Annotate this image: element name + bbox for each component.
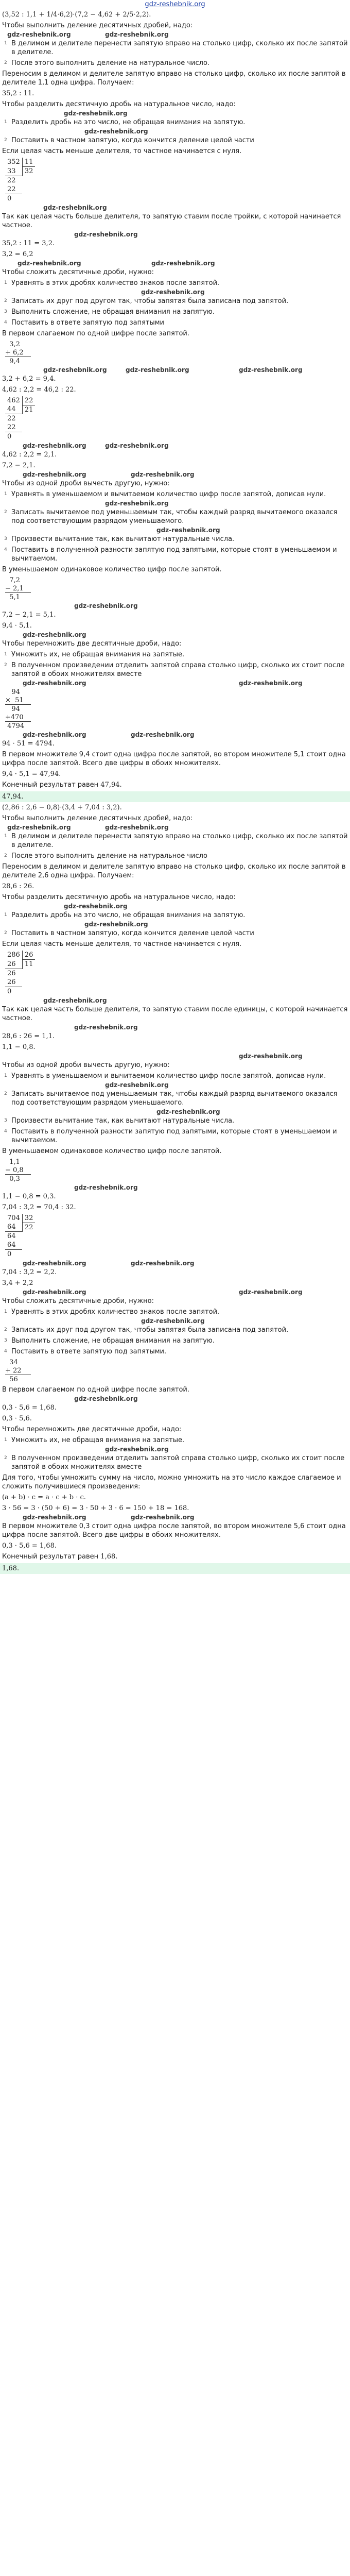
watermark: gdz-reshebnik.org <box>126 366 189 374</box>
b2-step: 3 Выполнить сложение, не обращая внимания на запятую. <box>4 1337 215 1345</box>
watermark-row <box>2 442 348 449</box>
b2-step-text: Уравнять в этих дробях количество знаков после запятой. <box>11 1308 220 1316</box>
watermark-row <box>2 471 348 478</box>
div-cell: 0 <box>7 1250 12 1258</box>
s3-step-text: Произвести вычитание так, как вычитают натуральные числа. <box>11 535 235 543</box>
s2-step-text: Уравнять в этих дробях количество знаков после запятой. <box>11 279 220 287</box>
calc-line: 56 <box>5 1376 18 1383</box>
b-res2: 1,1 − 0,8 = 0,3. <box>2 1192 56 1200</box>
b-step: 1 Уравнять в уменьшаемом и вычитаемом количество цифр после запятой, дописав нули. <box>4 1072 326 1080</box>
s4-step: 2 В полученном произведении отделить запятой справа столько цифр, сколько их стоит после запятой в обоих множителях вместе <box>4 662 345 678</box>
s1-intro2: Чтобы разделить десятичную дробь на натуральное число, надо: <box>2 100 236 108</box>
s1-step-text: После этого выполнить деление на натуральное число. <box>11 59 210 67</box>
div-cell: 32 <box>22 167 35 176</box>
part-b <box>0 802 350 1574</box>
b-step: 4 Поставить в полученной разности запятую под запятыми, которые стоят в уменьшаемом и вычитаемом. <box>4 1127 337 1144</box>
b2-step-text: Умножить их, не обращая внимания на запятые. <box>11 1436 185 1444</box>
watermark: gdz-reshebnik.org <box>43 996 107 1004</box>
watermark-row <box>2 231 348 238</box>
s3-step: 3 Произвести вычитание так, как вычитают натуральные числа. <box>4 535 235 543</box>
div-cell: 32 <box>22 1214 35 1223</box>
watermark-row <box>2 1395 348 1402</box>
final-label: Конечный результат равен <box>2 781 99 789</box>
watermark: gdz-reshebnik.org <box>151 259 215 267</box>
b-intro: Чтобы выполнить деление десятичных дробей, надо: <box>2 815 193 822</box>
s1-long-division <box>5 158 35 203</box>
site-link[interactable]: gdz-reshebnik.org <box>145 1 205 8</box>
b2-intro2: Чтобы перемножить две десятичные дроби, надо: <box>2 1426 182 1433</box>
div-cell: 21 <box>22 405 35 414</box>
watermark: gdz-reshebnik.org <box>239 366 303 374</box>
b-eq: 28,6 : 26. <box>2 883 34 890</box>
b2-res: 0,3 · 5,6 = 1,68. <box>2 1404 57 1412</box>
calc-line: 1,1 <box>5 1158 20 1166</box>
b2-note3: В первом множителе 0,3 стоит одна цифра после запятой, во втором множителе 5,6 стоит одна цифра после запятой. Всего две цифры в обоих множителях. <box>2 1522 346 1539</box>
watermark-row <box>2 1260 348 1267</box>
s3-step: 1 Уравнять в уменьшаемом и вычитаемом количество цифр после запятой, дописав нули. <box>4 490 326 498</box>
div-cell: 286 <box>7 951 20 959</box>
watermark: gdz-reshebnik.org <box>239 1052 303 1060</box>
calc-line: 34 <box>5 1359 18 1366</box>
expression-b: (2,86 : 2,6 − 0,8)·(3,4 + 7,04 : 3,2). <box>2 804 122 811</box>
expression-a: (3,52 : 1,1 + 1/4·6,2)·(7,2 − 4,62 + 2/5·2,2). <box>2 11 151 19</box>
watermark: gdz-reshebnik.org <box>105 824 169 831</box>
s4-res2: 9,4 · 5,1 = 47,94. <box>2 770 61 778</box>
s1-step-text: Разделить дробь на это число, не обращая внимания на запятую. <box>11 118 246 126</box>
calc-line: 0,3 <box>5 1175 20 1183</box>
watermark-row <box>2 527 348 534</box>
calc-line: 94 <box>5 705 20 713</box>
b-step: 2 После этого выполнить деление на натуральное число <box>4 852 207 860</box>
s2-eq2: 4,62 : 2,2 = 46,2 : 22. <box>2 385 76 394</box>
s3-step-text: Записать вычитаемое под уменьшаемым так, чтобы каждый разряд вычитаемого оказался под соответствующим разрядом уменьшаемого. <box>11 509 338 525</box>
s2-step-text: Поставить в ответе запятую под запятыми <box>11 318 164 327</box>
final-result-a <box>2 779 348 790</box>
div-cell: 44 <box>5 405 22 414</box>
s1-move: Переносим в делимом и делителе запятую вправо на столько цифр, сколько их после запятой в делителе 1,1 одна цифра. Получаем: <box>2 70 346 87</box>
b-step-text: Поставить в полученной разности запятую под запятыми, которые стоят в уменьшаемом и вычитаемом. <box>11 1127 337 1144</box>
calc-line: 3,2 <box>5 340 20 348</box>
div-cell: 26 <box>7 969 16 977</box>
watermark-row <box>2 366 348 374</box>
watermark: gdz-reshebnik.org <box>23 631 86 638</box>
watermark-row <box>2 1081 348 1089</box>
calc-line: − 2,1 <box>5 584 31 593</box>
s3-step-text: Уравнять в уменьшаемом и вычитаемом количество цифр после запятой, дописав нули. <box>11 490 326 498</box>
watermark: gdz-reshebnik.org <box>23 471 86 478</box>
watermark-row <box>2 128 348 135</box>
b-eq2: 1,1 − 0,8. <box>2 1043 36 1051</box>
watermark: gdz-reshebnik.org <box>105 1081 169 1089</box>
watermark: gdz-reshebnik.org <box>105 500 169 507</box>
watermark: gdz-reshebnik.org <box>239 1289 303 1296</box>
b-note: Если целая часть меньше делителя, то частное начинается с нуля. <box>2 940 242 948</box>
div-cell: 22 <box>5 185 22 194</box>
part-a <box>0 9 350 802</box>
b2-step: 1 Уравнять в этих дробях количество знаков после запятой. <box>4 1308 220 1316</box>
b-move: Переносим в делимом и делителе запятую вправо на столько цифр, сколько их после запятой в делителе 2,6 одна цифра. Получаем: <box>2 863 346 879</box>
watermark: gdz-reshebnik.org <box>7 31 71 38</box>
watermark-row <box>2 731 348 738</box>
b2-intro: Чтобы сложить десятичные дроби, нужно: <box>2 1297 154 1305</box>
s4-res: 94 · 51 = 4794. <box>2 740 55 748</box>
watermark-row <box>2 997 348 1004</box>
b-res: 28,6 : 26 = 1,1. <box>2 1032 55 1040</box>
watermark: gdz-reshebnik.org <box>7 824 71 831</box>
watermark-row <box>2 1053 348 1060</box>
s2-step: 4 Поставить в ответе запятую под запятыми <box>4 318 164 327</box>
div-cell: 26 <box>22 951 35 960</box>
div-cell: 704 <box>7 1214 20 1222</box>
calc-line: 5,1 <box>5 594 20 601</box>
b-eq3: 7,04 : 3,2 = 70,4 : 32. <box>2 1203 76 1211</box>
watermark: gdz-reshebnik.org <box>64 903 128 910</box>
watermark: gdz-reshebnik.org <box>141 288 205 296</box>
watermark: gdz-reshebnik.org <box>156 1108 220 1115</box>
watermark: gdz-reshebnik.org <box>74 1183 138 1191</box>
watermark-row <box>2 631 348 638</box>
b2-eq: 0,3 · 5,6. <box>2 1415 32 1422</box>
s2-step: 3 Выполнить сложение, не обращая внимания на запятую. <box>4 308 215 316</box>
watermark: gdz-reshebnik.org <box>18 259 81 267</box>
s1-note: Если целая часть меньше делителя, то частное начинается с нуля. <box>2 147 242 155</box>
watermark: gdz-reshebnik.org <box>131 1514 195 1521</box>
div-cell: 352 <box>7 158 20 166</box>
b2-step: 1 Умножить их, не обращая внимания на запятые. <box>4 1436 185 1444</box>
watermark-row <box>2 110 348 117</box>
watermark-row <box>2 204 348 211</box>
s3-eq2: 9,4 · 5,1. <box>2 622 32 630</box>
b-intro3: Чтобы из одной дроби вычесть другую, нужно: <box>2 1061 170 1069</box>
calc-line: +470 <box>5 713 31 722</box>
calc-line: 7,2 <box>5 577 20 584</box>
s1-step: 2 После этого выполнить деление на натуральное число. <box>4 59 210 67</box>
b-step: 2 Записать вычитаемое под уменьшаемым так, чтобы каждый разряд вычитаемого оказался под соответствующим разрядом уменьшаемого. <box>4 1090 338 1107</box>
s2-res: 3,2 + 6,2 = 9,4. <box>2 375 56 383</box>
watermark: gdz-reshebnik.org <box>141 1317 205 1325</box>
div-cell: 22 <box>7 176 16 184</box>
watermark: gdz-reshebnik.org <box>23 1514 86 1521</box>
watermark-row <box>2 260 348 267</box>
div-cell: 64 <box>5 1223 22 1232</box>
s3-step: 4 Поставить в полученной разности запятую под запятыми, которые стоят в уменьшаемом и вычитаемом. <box>4 546 337 563</box>
div-cell: 0 <box>7 987 12 995</box>
final-inline: 47,94. <box>100 781 122 789</box>
b-long-division-2 <box>5 1214 35 1259</box>
s2-eq3: 7,2 − 2,1. <box>2 462 36 469</box>
watermark: gdz-reshebnik.org <box>84 128 148 135</box>
watermark: gdz-reshebnik.org <box>23 680 86 687</box>
final-label: Конечный результат равен <box>2 1553 99 1561</box>
watermark-row <box>2 602 348 609</box>
b-long-division <box>5 951 35 996</box>
watermark: gdz-reshebnik.org <box>84 921 148 928</box>
final-result-b <box>2 1551 348 1562</box>
watermark-row <box>2 824 348 831</box>
watermark: gdz-reshebnik.org <box>105 442 169 449</box>
watermark-row <box>2 1317 348 1325</box>
watermark: gdz-reshebnik.org <box>105 31 169 38</box>
watermark: gdz-reshebnik.org <box>156 527 220 534</box>
s2-long-division <box>5 396 35 442</box>
b-note2: Так как целая часть больше делителя, то запятую ставим после единицы, с которой начинается частное. <box>2 1005 348 1022</box>
s1-intro: Чтобы выполнить деление десятичных дробей, надо: <box>2 22 193 29</box>
watermark: gdz-reshebnik.org <box>23 1260 86 1267</box>
b2-step: 2 В полученном произведении отделить запятой справа столько цифр, сколько их стоит после запятой в обоих множителях вместе <box>4 1454 345 1471</box>
watermark: gdz-reshebnik.org <box>105 1446 169 1453</box>
watermark-row <box>2 1184 348 1191</box>
watermark: gdz-reshebnik.org <box>23 442 86 449</box>
b2-step: 4 Поставить в ответе запятую под запятыми. <box>4 1348 167 1355</box>
watermark: gdz-reshebnik.org <box>23 1289 86 1296</box>
b-step-text: Поставить в частном запятую, когда кончится деление целой части <box>11 929 254 937</box>
s4-step: 1 Умножить их, не обращая внимания на запятые. <box>4 651 185 658</box>
b-eq4: 3,4 + 2,2 <box>2 1279 33 1287</box>
s2-step: 1 Уравнять в этих дробях количество знаков после запятой. <box>4 279 220 287</box>
s1-step: 2 Поставить в частном запятую, когда кончится деление целой части <box>4 137 254 144</box>
div-cell: 22 <box>22 1223 35 1232</box>
s1-mul: 3,2 = 6,2 <box>2 250 33 258</box>
s3-step: 2 Записать вычитаемое под уменьшаемым так, чтобы каждый разряд вычитаемого оказался под соответствующим разрядом уменьшаемого. <box>4 509 338 525</box>
s1-note2: Так как целая часть больше делителя, то запятую ставим после тройки, с которой начинается частное. <box>2 212 341 229</box>
watermark: gdz-reshebnik.org <box>74 1395 138 1402</box>
final-inline: 1,68. <box>100 1553 118 1561</box>
s3-note: В уменьшаемом одинаковое количество цифр после запятой. <box>2 566 222 573</box>
calc-line: + 6,2 <box>5 348 31 357</box>
s4-step-text: Умножить их, не обращая внимания на запятые. <box>11 651 185 658</box>
s1-step-text: Поставить в частном запятую, когда кончится деление целой части <box>11 137 254 144</box>
watermark-row <box>2 1514 348 1521</box>
watermark-row <box>2 1108 348 1115</box>
div-cell: 0 <box>7 433 12 440</box>
s2-res2: 4,62 : 2,2 = 2,1. <box>2 451 57 459</box>
b-res3: 7,04 : 3,2 = 2,2. <box>2 1268 57 1276</box>
s4-column-multiplication <box>2 688 348 730</box>
div-cell: 462 <box>7 396 20 404</box>
b-step-text: Разделить дробь на это число, не обращая внимания на запятую. <box>11 911 246 919</box>
s1-step: 1 Разделить дробь на это число, не обращая внимания на запятую. <box>4 118 246 126</box>
b-column-subtraction <box>2 1158 348 1183</box>
watermark-row <box>2 31 348 38</box>
div-cell: 22 <box>22 396 35 405</box>
div-cell: 11 <box>22 960 35 969</box>
b-step-text: Записать вычитаемое под уменьшаемым так, чтобы каждый разряд вычитаемого оказался под соответствующим разрядом уменьшаемого. <box>11 1090 338 1107</box>
b-intro2: Чтобы разделить десятичную дробь на натуральное число, надо: <box>2 893 236 901</box>
s2-intro: Чтобы сложить десятичные дроби, нужно: <box>2 268 154 276</box>
div-cell: 64 <box>5 1241 22 1250</box>
b2-note2: Для того, чтобы умножить сумму на число, можно умножить на это число каждое слагаемое и сложить получившиеся произведения: <box>2 1474 341 1490</box>
final-answer-a: 47,94. <box>0 791 350 802</box>
b2-law: (a + b) · c = a · c + b · c. <box>2 1494 86 1501</box>
watermark-row <box>2 289 348 296</box>
b2-calc2: 3 · 56 = 3 · (50 + 6) = 3 · 50 + 3 · 6 = 150 + 18 = 168. <box>2 1504 189 1512</box>
s1-eq: 35,2 : 11. <box>2 90 34 97</box>
b-step: 3 Произвести вычитание так, как вычитают натуральные числа. <box>4 1116 235 1125</box>
s2-step-text: Записать их друг под другом так, чтобы запятая была записана под запятой. <box>11 297 289 305</box>
div-cell: 0 <box>7 194 12 202</box>
watermark: gdz-reshebnik.org <box>239 680 303 687</box>
s3-intro: Чтобы из одной дроби вычесть другую, нужно: <box>2 480 170 487</box>
calc-line: + 22 <box>5 1366 31 1375</box>
div-cell: 22 <box>5 423 22 432</box>
watermark: gdz-reshebnik.org <box>23 731 86 738</box>
s2-column-addition <box>2 340 348 365</box>
b-step-text: Уравнять в уменьшаемом и вычитаемом количество цифр после запятой, дописав нули. <box>11 1072 326 1080</box>
b2-step-text: В полученном произведении отделить запятой справа столько цифр, сколько их стоит после запятой в обоих множителях вместе <box>11 1454 345 1471</box>
div-cell: 22 <box>7 415 16 422</box>
b-note3: В уменьшаемом одинаковое количество цифр после запятой. <box>2 1147 222 1155</box>
watermark-row <box>2 903 348 910</box>
div-cell: 26 <box>5 978 22 987</box>
b-step: 2 Поставить в частном запятую, когда кончится деление целой части <box>4 929 254 937</box>
s3-column-subtraction <box>2 576 348 601</box>
s1-res: 35,2 : 11 = 3,2. <box>2 239 55 247</box>
s4-step-text: В полученном произведении отделить запятой справа столько цифр, сколько их стоит после запятой в обоих множителях вместе <box>11 662 345 678</box>
watermark-row <box>2 500 348 507</box>
final-answer-b: 1,68. <box>0 1563 350 1574</box>
watermark-row <box>2 1446 348 1453</box>
watermark: gdz-reshebnik.org <box>74 602 138 609</box>
b2-res2: 0,3 · 5,6 = 1,68. <box>2 1542 57 1550</box>
watermark: gdz-reshebnik.org <box>74 1023 138 1031</box>
s3-res: 7,2 − 2,1 = 5,1. <box>2 611 56 619</box>
b2-note: В первом слагаемом по одной цифре после запятой. <box>2 1386 189 1394</box>
b-step-text: Произвести вычитание так, как вычитают натуральные числа. <box>11 1116 235 1125</box>
watermark-row <box>2 1024 348 1031</box>
s2-step-text: Выполнить сложение, не обращая внимания на запятую. <box>11 308 215 316</box>
calc-line: 94 <box>5 688 20 696</box>
watermark: gdz-reshebnik.org <box>131 731 195 738</box>
div-cell: 64 <box>7 1232 16 1240</box>
calc-line: × 51 <box>5 696 31 705</box>
watermark: gdz-reshebnik.org <box>131 471 195 478</box>
s1-step-text: В делимом и делителе перенести запятую вправо на столько цифр, сколько их после запятой в делителе. <box>11 40 348 56</box>
s4-note: В первом множителе 9,4 стоит одна цифра после запятой, во втором множителе 5,1 стоит одна цифра после запятой. Всего две цифры в обоих множителях. <box>2 751 346 767</box>
watermark: gdz-reshebnik.org <box>64 110 128 117</box>
div-cell: 11 <box>22 158 35 167</box>
b-step: 1 В делимом и делителе перенести запятую вправо на столько цифр, сколько их после запятой в делителе. <box>4 833 348 849</box>
calc-line: 4794 <box>5 722 25 730</box>
b2-step-text: Выполнить сложение, не обращая внимания на запятую. <box>11 1337 215 1345</box>
div-cell: 33 <box>5 167 22 176</box>
b2-column-addition <box>2 1358 348 1383</box>
b-step-text: После этого выполнить деление на натуральное число <box>11 852 207 860</box>
b-step-text: В делимом и делителе перенести запятую вправо на столько цифр, сколько их после запятой в делителе. <box>11 833 348 849</box>
watermark: gdz-reshebnik.org <box>43 204 107 211</box>
s2-note: В первом слагаемом по одной цифре после запятой. <box>2 329 189 337</box>
s3-step-text: Поставить в полученной разности запятую под запятыми, которые стоят в уменьшаемом и вычитаемом. <box>11 546 337 563</box>
s2-step: 2 Записать их друг под другом так, чтобы запятая была записана под запятой. <box>4 297 289 305</box>
b2-step-text: Записать их друг под другом так, чтобы запятая была записана под запятой. <box>11 1326 289 1334</box>
watermark-row <box>2 680 348 687</box>
b2-step-text: Поставить в ответе запятую под запятыми. <box>11 1348 167 1355</box>
watermark: gdz-reshebnik.org <box>131 1260 195 1267</box>
b-step: 1 Разделить дробь на это число, не обращая внимания на запятую. <box>4 911 246 919</box>
calc-line: − 0,8 <box>5 1166 31 1175</box>
b2-step: 2 Записать их друг под другом так, чтобы запятая была записана под запятой. <box>4 1326 289 1334</box>
watermark-row <box>2 1289 348 1296</box>
div-cell: 26 <box>5 960 22 969</box>
calc-line: 9,4 <box>5 357 20 365</box>
watermark: gdz-reshebnik.org <box>43 366 107 374</box>
watermark-row <box>2 921 348 928</box>
s4-intro: Чтобы перемножить две десятичные дроби, надо: <box>2 640 182 648</box>
watermark: gdz-reshebnik.org <box>74 230 138 238</box>
s1-step: 1 В делимом и делителе перенести запятую вправо на столько цифр, сколько их после запятой в делителе. <box>4 40 348 56</box>
